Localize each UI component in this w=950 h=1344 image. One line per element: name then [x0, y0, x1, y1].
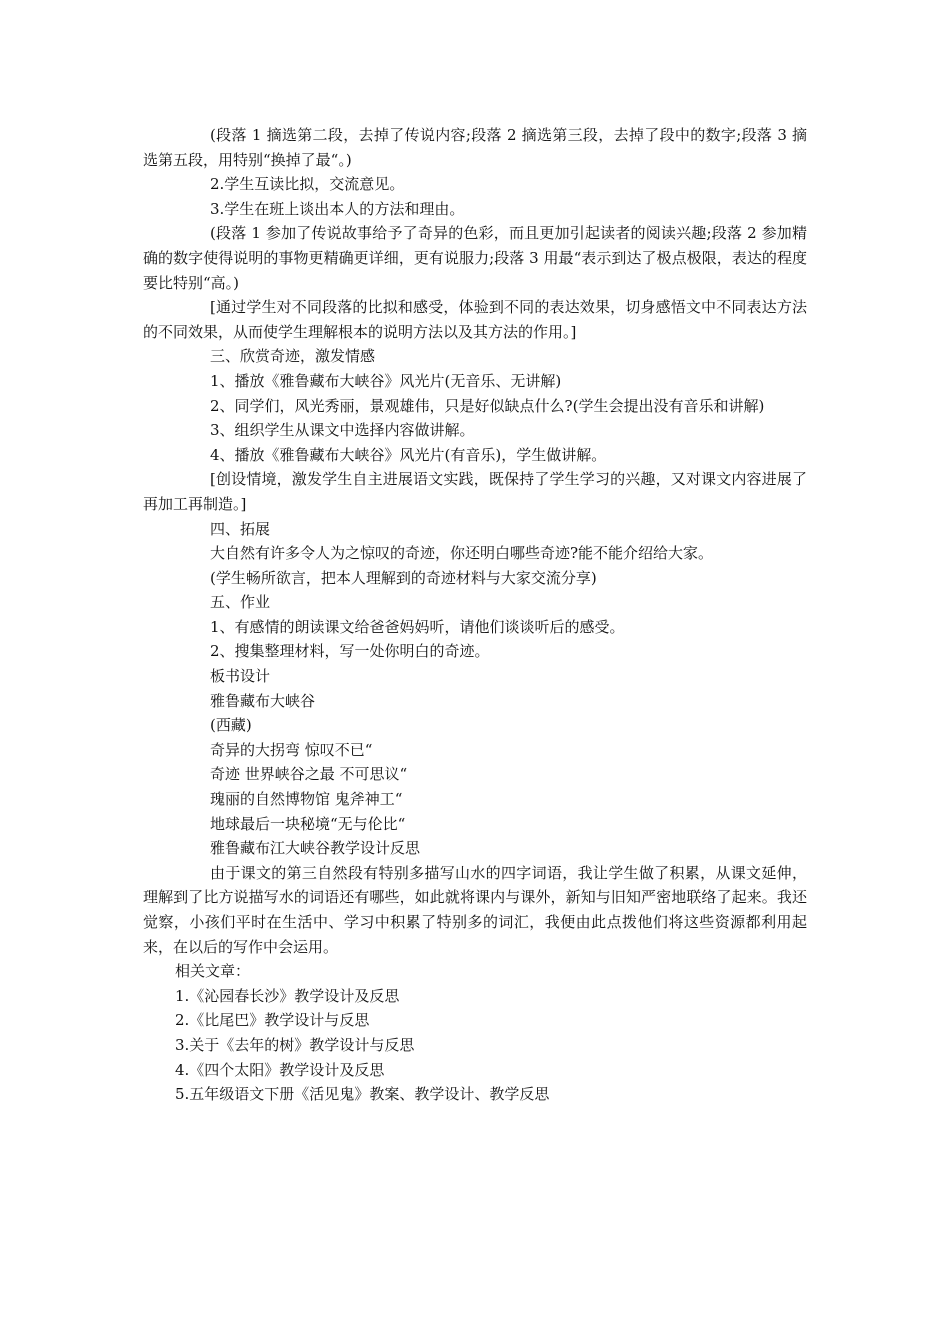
related-article-link[interactable]: 2.《比尾巴》教学设计与反思 — [175, 1011, 370, 1030]
related-article-link[interactable]: 4.《四个太阳》教学设计及反思 — [175, 1060, 385, 1079]
paragraph-design-intent-2: [创设情境，激发学生自主进展语文实践，既保持了学生学习的兴趣，又对课文内容进展了再加工再制造。] — [143, 470, 807, 513]
blackboard-design-heading: 板书设计 — [210, 667, 271, 686]
document-body — [143, 123, 807, 1107]
related-articles-heading: 相关文章： — [175, 962, 251, 981]
related-article-link[interactable]: 3.关于《去年的树》教学设计与反思 — [175, 1035, 415, 1054]
paragraph-excerpt-note: (段落 1 摘选第二段，去掉了传说内容;段落 2 摘选第三段，去掉了段中的数字;段落 3 摘选第五段，用特别“换掉了最“。) — [143, 126, 807, 169]
paragraph-step-2: 2.学生互读比拟，交流意见。 — [210, 175, 405, 194]
blackboard-line-4: 地球最后一块秘境“无与伦比“ — [210, 814, 406, 833]
paragraph-play-video-silent: 1、播放《雅鲁藏布大峡谷》风光片(无音乐、无讲解) — [210, 371, 562, 390]
related-article-link[interactable]: 5.五年级语文下册《活见鬼》教案、教学设计、教学反思 — [175, 1085, 550, 1104]
paragraph-question: 2、同学们，风光秀丽，景观雄伟，只是好似缺点什么?(学生会提出没有音乐和讲解) — [210, 396, 765, 415]
blackboard-line-3: 瑰丽的自然博物馆 鬼斧神工“ — [210, 790, 403, 809]
paragraph-design-intent-1: [通过学生对不同段落的比拟和感受，体验到不同的表达效果，切身感悟文中不同表达方法的不同效果，从而使学生理解根本的说明方法以及其方法的作用。] — [143, 298, 807, 341]
related-article-link[interactable]: 1.《沁园春长沙》教学设计及反思 — [175, 986, 400, 1005]
section-heading-homework: 五、作业 — [210, 593, 271, 612]
section-heading-extension: 四、拓展 — [210, 519, 271, 538]
reflection-heading: 雅鲁藏布江大峡谷教学设计反思 — [210, 839, 421, 858]
paragraph-comparison-note: (段落 1 参加了传说故事给予了奇异的色彩，而且更加引起读者的阅读兴趣;段落 2 参加精确的数字使得说明的事物更精确更详细，更有说服力;段落 3 用最“表示到达了极点极限，表达的程度要比特别“高。) — [143, 224, 807, 292]
section-heading-appreciate: 三、欣赏奇迹，激发情感 — [210, 347, 376, 366]
blackboard-line-2: 奇迹 世界峡谷之最 不可思议“ — [210, 765, 408, 784]
blackboard-line-1: 奇异的大拐弯 惊叹不已“ — [210, 740, 373, 759]
blackboard-title: 雅鲁藏布大峡谷 — [210, 691, 316, 710]
reflection-paragraph: 由于课文的第三自然段有特别多描写山水的四字词语，我让学生做了积累，从课文延伸，理解到了比方说描写水的词语还有哪些，如此就将课内与课外，新知与旧知严密地联络了起来。我还觉察，小孩们平时在生活中、学习中积累了特别多的词汇，我便由此点拨他们将这些资源都利用起来，在以后的写作中会运用。 — [143, 863, 807, 956]
blackboard-subtitle: (西藏) — [210, 716, 252, 735]
paragraph-students-share: (学生畅所欲言，把本人理解到的奇迹材料与大家交流分享) — [210, 568, 597, 587]
paragraph-nature-wonders: 大自然有许多令人为之惊叹的奇迹，你还明白哪些奇迹?能不能介绍给大家。 — [210, 544, 714, 563]
paragraph-play-video-music: 4、播放《雅鲁藏布大峡谷》风光片(有音乐)，学生做讲解。 — [210, 445, 607, 464]
paragraph-step-3: 3.学生在班上谈出本人的方法和理由。 — [210, 199, 465, 218]
paragraph-homework-1: 1、有感情的朗读课文给爸爸妈妈听，请他们谈谈听后的感受。 — [210, 617, 625, 636]
paragraph-organize-explain: 3、组织学生从课文中选择内容做讲解。 — [210, 421, 475, 440]
paragraph-homework-2: 2、搜集整理材料，写一处你明白的奇迹。 — [210, 642, 490, 661]
